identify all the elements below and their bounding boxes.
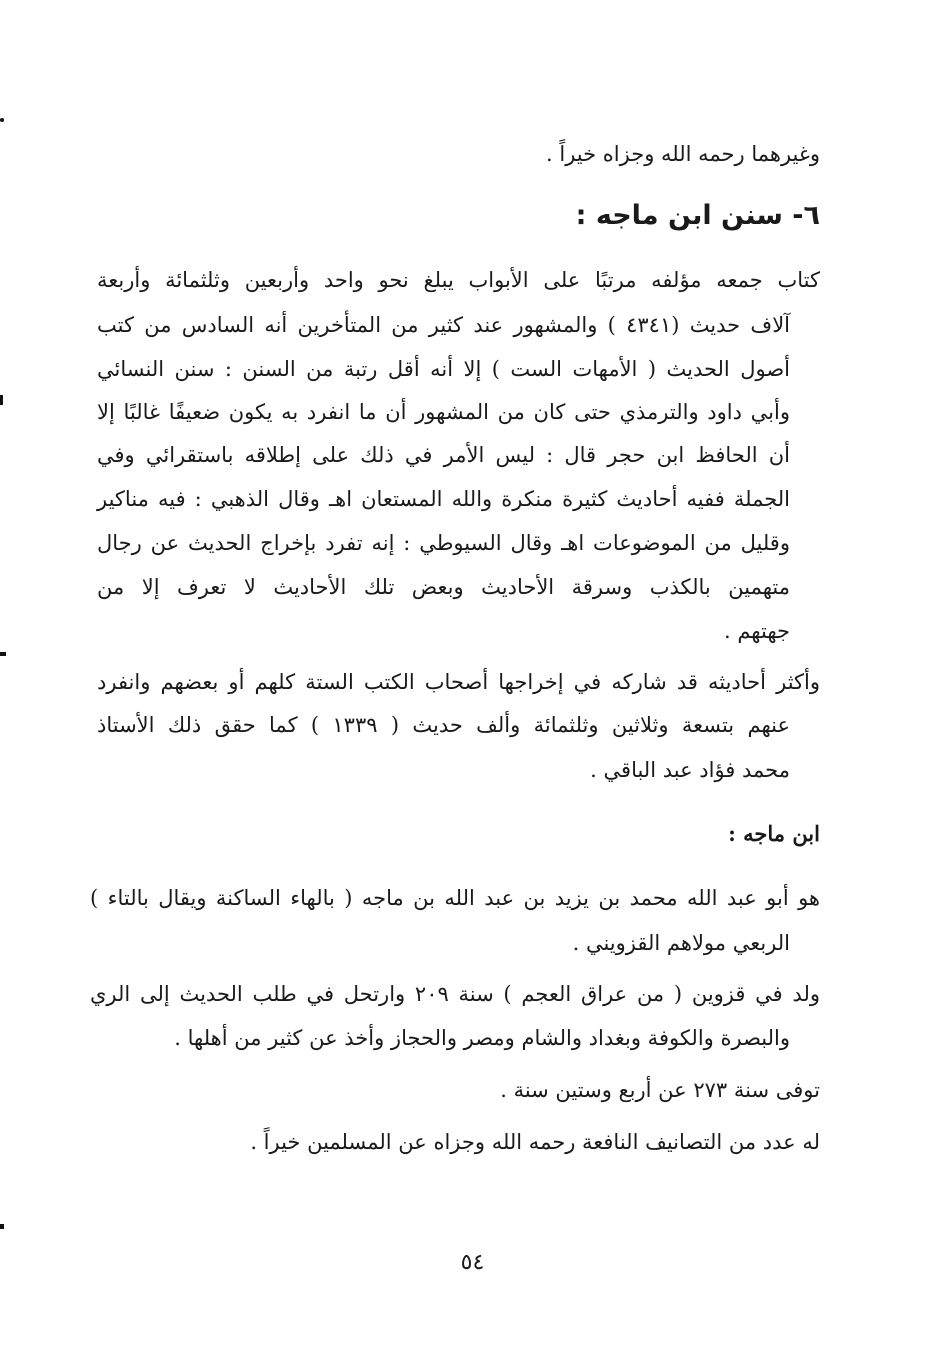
scan-speck <box>0 1224 4 1229</box>
paragraph-line: أن الحافظ ابن حجر قال : ليس الأمر في ذلك على إطلاقه باستقرائي وفي <box>97 443 790 467</box>
paragraph-line: عنهم بتسعة وثلاثين وثلثمائة وألف حديث ( ١٣٣٩ ) كما حقق ذلك الأستاذ <box>97 713 790 737</box>
biography-line: والبصرة والكوفة وبغداد والشام ومصر والحجاز وأخذ عن كثير من أهلها . <box>174 1026 790 1050</box>
page-number: ٥٤ <box>460 1250 485 1275</box>
intro-line: وغيرهما رحمه الله وجزاه خيراً . <box>546 142 820 166</box>
paragraph-line: وأكثر أحاديثه قد شاركه في إخراجها أصحاب الكتب الستة كلهم أو بعضهم وانفرد <box>97 670 820 694</box>
biography-line: هو أبو عبد الله محمد بن يزيد بن عبد الله بن ماجه ( بالهاء الساكنة ويقال بالتاء ) <box>90 886 820 910</box>
scan-speck <box>0 395 3 405</box>
paragraph-line: الجملة ففيه أحاديث كثيرة منكرة والله المستعان اهـ وقال الذهبي : فيه مناكير <box>97 487 790 511</box>
paragraph-line: كتاب جمعه مؤلفه مرتبًا على الأبواب يبلغ نحو واحد وأربعين وثلثمائة وأربعة <box>97 268 820 292</box>
section-heading: ٦- سنن ابن ماجه : <box>575 200 820 231</box>
biography-line: الربعي مولاهم القزويني . <box>572 931 790 955</box>
scan-speck <box>0 118 4 122</box>
biography-line: توفى سنة ٢٧٣ عن أربع وستين سنة . <box>500 1078 820 1102</box>
scan-speck <box>0 652 6 656</box>
paragraph-line: وأبي داود والترمذي حتى كان من المشهور أن ما انفرد به يكون ضعيفًا غالبًا إلا <box>97 400 790 424</box>
paragraph-line: أصول الحديث ( الأمهات الست ) إلا أنه أقل رتبة من السنن : سنن النسائي <box>97 357 790 381</box>
biography-line: ولد في قزوين ( من عراق العجم ) سنة ٢٠٩ وارتحل في طلب الحديث إلى الري <box>90 982 821 1006</box>
paragraph-line: محمد فؤاد عبد الباقي . <box>590 758 790 782</box>
biography-heading: ابن ماجه : <box>728 821 820 846</box>
paragraph-line: جهتهم . <box>723 619 790 643</box>
paragraph-line: آلاف حديث (٤٣٤١ ) والمشهور عند كثير من المتأخرين أنه السادس من كتب <box>97 313 791 337</box>
paragraph-line: متهمين بالكذب وسرقة الأحاديث وبعض تلك الأحاديث لا تعرف إلا من <box>97 575 790 599</box>
paragraph-line: وقليل من الموضوعات اهـ وقال السيوطي : إنه تفرد بإخراج الحديث عن رجال <box>97 531 790 555</box>
biography-line: له عدد من التصانيف النافعة رحمه الله وجزاه عن المسلمين خيراً . <box>250 1130 820 1154</box>
